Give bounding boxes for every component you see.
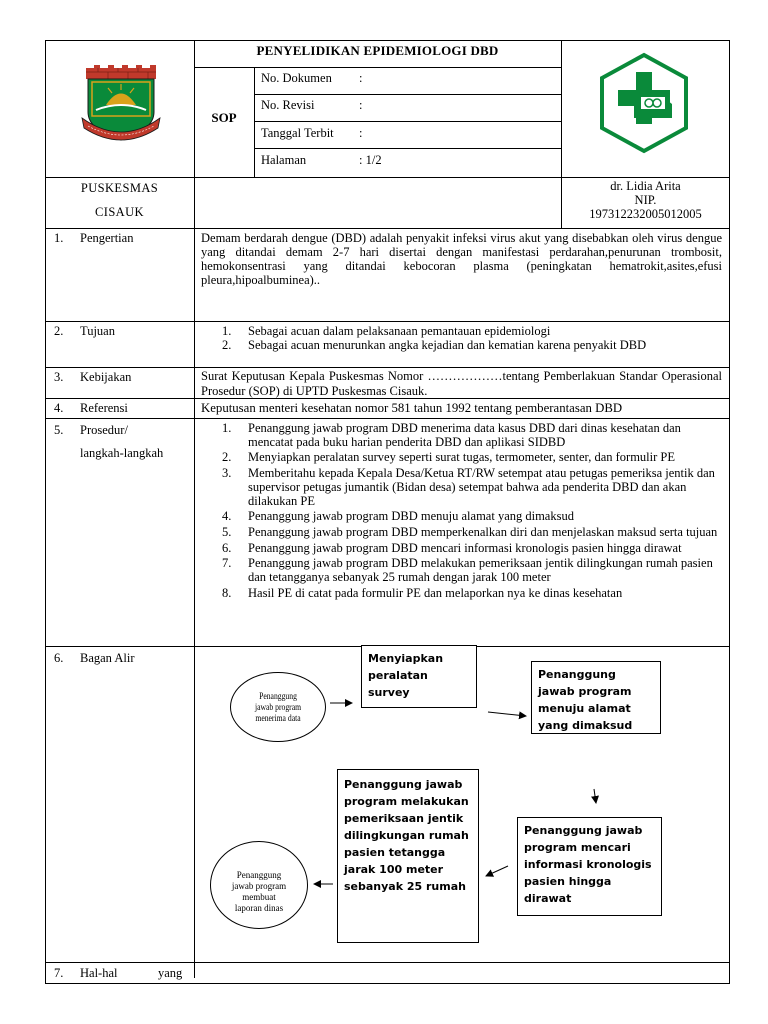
org-name: PUSKESMAS (80, 181, 159, 195)
list-item: 7. Penanggung jawab program DBD melakukan pemeriksaan jentik dilingkungan rumah pasien dan tetangganya sebanyak 25 rumah dengan jarak 100 meter (222, 556, 713, 585)
section-label-halhal-2: yang (158, 966, 183, 980)
list-item: 3. Memberitahu kepada Kepala Desa/Ketua RT/RW setempat atau petugas pemeriksa jentik dan supervisor petugas jumantik (Bidan desa) setempat bahwa ada penderita DBD dan akan dilakukan PE (222, 466, 715, 508)
list-item: 1. Sebagai acuan dalam pelaksanaan pemantauan epidemiologi (222, 324, 551, 338)
section-number: 4. (54, 401, 64, 415)
list-item: 6. Penanggung jawab program DBD mencari informasi kronologis pasien hingga dirawat (222, 540, 682, 555)
section-label-referensi: Referensi (80, 401, 128, 415)
document-title: PENYELIDIKAN EPIDEMIOLOGI DBD (256, 43, 499, 58)
pengertian-text: Demam berdarah dengue (DBD) adalah penyakit infeksi virus akut yang disebabkan oleh virus dengue yang ditandai demam 2-7 hari disertai dengan manifestasi perdarahan,penurunan trombosit, hemokonsentrasi yang ditandai kebocoran plasma (peningkatan hematrokit,asites,efusi pleura,hipoalbuminea).. (201, 231, 722, 287)
section-number: 3. (54, 370, 64, 384)
section-label-tujuan: Tujuan (80, 324, 115, 338)
flow-box-survey: Menyiapkan peralatan survey (361, 645, 477, 708)
section-label-prosedur-2: langkah-langkah (80, 446, 164, 460)
section-number: 7. (54, 966, 64, 980)
section-number: 6. (54, 651, 64, 665)
list-item: 2. Menyiapkan peralatan survey seperti surat tugas, termometer, senter, dan formulir PE (222, 450, 675, 465)
section-label-halhal: Hal-hal (80, 966, 118, 980)
arrow-kronologis-to-jentik (486, 866, 508, 876)
referensi-text: Keputusan menteri kesehatan nomor 581 tahun 1992 tentang pemberantasan DBD (201, 401, 623, 415)
section-label-kebijakan: Kebijakan (80, 370, 132, 384)
section-label-prosedur: Prosedur/ (80, 423, 128, 437)
signer-name: dr. Lidia Arita (610, 179, 681, 193)
flow-box-jentik: Penanggung jawab program melakukan pemeriksaan jentik dilingkungan rumah pasien tetangga jarak 100 meter sebanyak 25 rumah (337, 769, 479, 943)
flow-end-oval: Penanggung jawab program membuat laporan dinas (210, 841, 308, 929)
signer-nip-label: NIP. (634, 193, 657, 207)
list-item: 8. Hasil PE di catat pada formulir PE dan melaporkan nya ke dinas kesehatan (222, 585, 623, 600)
section-number: 1. (54, 231, 64, 245)
kebijakan-text: Surat Keputusan Kepala Puskesmas Nomor ………………tentang Pemberlakuan Standar Operasional Prosedur (SOP) di UPTD Puskesmas Cisauk. (201, 369, 722, 398)
flow-box-menuju: Penanggung jawab program menuju alamat yang dimaksud (531, 661, 661, 734)
section-number: 5. (54, 423, 64, 437)
section-label-pengertian: Pengertian (80, 231, 134, 245)
list-item: 5. Penanggung jawab program DBD memperkenalkan diri dan menjelaskan maksud serta tujuan (222, 524, 718, 539)
list-item: 2. Sebagai acuan menurunkan angka kejadian dan kematian karena penyakit DBD (222, 338, 647, 352)
flow-start-oval: Penanggung jawab program menerima data (230, 672, 326, 742)
org-location: CISAUK (95, 205, 144, 219)
list-item: 4. Penanggung jawab program DBD menuju alamat yang dimaksud (222, 509, 574, 524)
section-number: 2. (54, 324, 64, 338)
flow-box-kronologis: Penanggung jawab program mencari informasi kronologis pasien hingga dirawat (517, 817, 662, 916)
section-label-bagan-alir: Bagan Alir (80, 651, 135, 665)
sop-label: SOP (211, 110, 237, 125)
list-item: 1. Penanggung jawab program DBD menerima data kasus DBD dari dinas kesehatan dan mencatat pada buku harian penderita DBD dan aplikasi SIDBD (222, 422, 681, 449)
arrow-menuju-to-kronologis (594, 789, 596, 803)
arrow-survey-to-menuju (488, 712, 526, 716)
signer-nip: 197312232005012005 (589, 207, 702, 221)
